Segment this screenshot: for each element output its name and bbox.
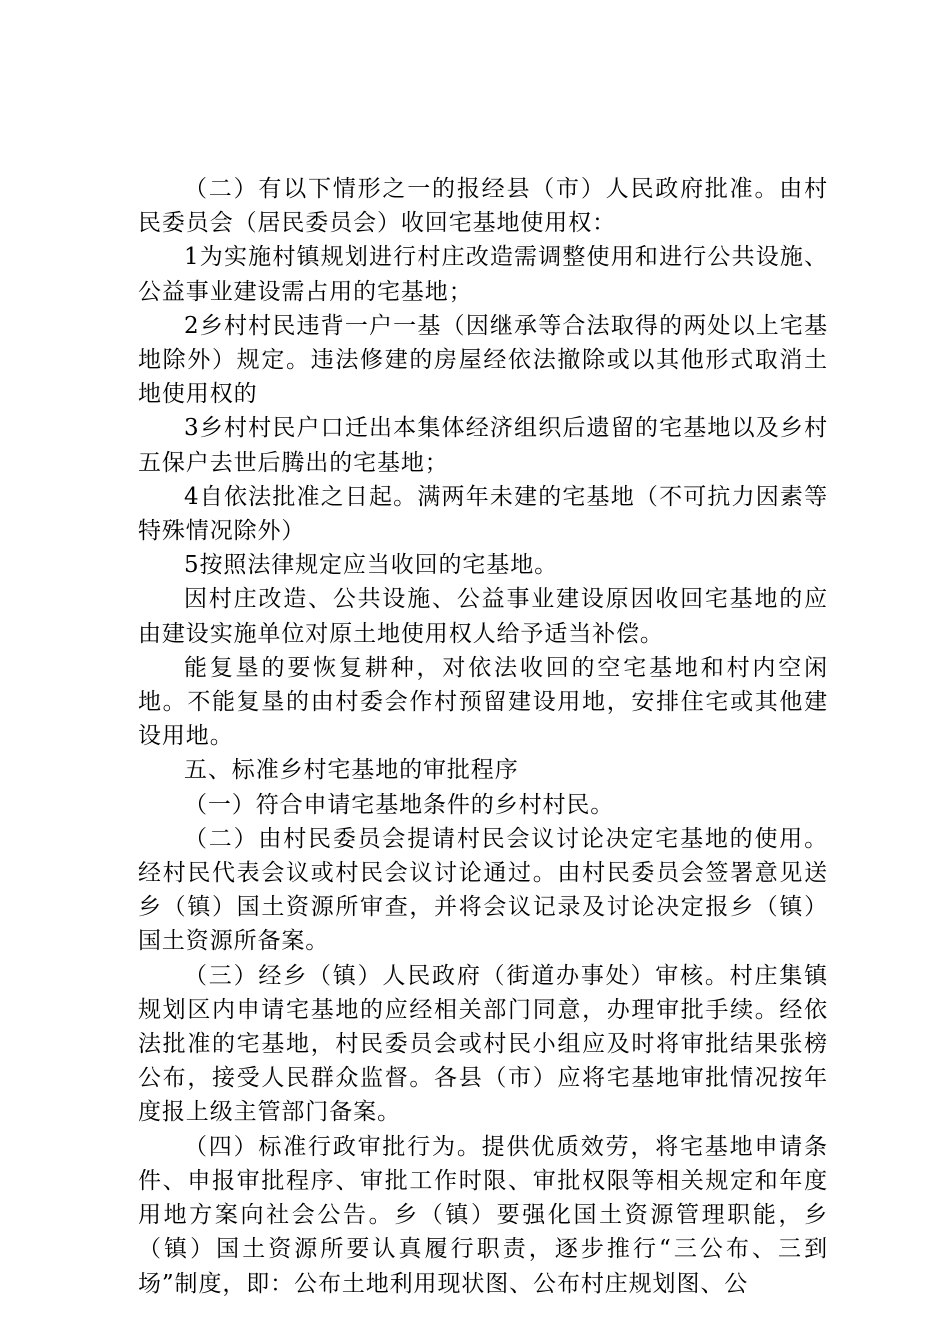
- paragraph-compensation: 因村庄改造、公共设施、公益事业建设原因收回宅基地的应由建设实施单位对原土地使用权人给予适当补偿。: [138, 586, 828, 647]
- paragraph-item-5: 5按照法律规定应当收回的宅基地。: [184, 552, 559, 579]
- paragraph-item-2: 2乡村村民违背一户一基（因继承等合法取得的两处以上宅基地除外）规定。违法修建的房屋经依法撤除或以其他形式取消土地使用权的: [138, 312, 828, 408]
- paragraph-step-1: （一）符合申请宅基地条件的乡村村民。: [184, 791, 615, 818]
- paragraph-item-1: 1为实施村镇规划进行村庄改造需调整使用和进行公共设施、公益事业建设需占用的宅基地；: [138, 244, 828, 305]
- section-heading-approval-procedure: 五、标准乡村宅基地的审批程序: [184, 757, 519, 784]
- paragraph-revocation-conditions: （二）有以下情形之一的报经县（市）人民政府批准。由村民委员会（居民委员会）收回宅基地使用权：: [138, 176, 828, 237]
- paragraph-item-4: 4自依法批准之日起。满两年未建的宅基地（不可抗力因素等特殊情况除外）: [138, 483, 828, 545]
- document-page: [138, 172, 828, 1301]
- paragraph-step-3: （三）经乡（镇）人民政府（街道办事处）审核。村庄集镇规划区内申请宅基地的应经相关部门同意，办理审批手续。经依法批准的宅基地，村民委员会或村民小组应及时将审批结果张榜公布，接受人民群众监督。各县（市）应将宅基地审批情况按年度报上级主管部门备案。: [138, 962, 828, 1126]
- paragraph-step-4: （四）标准行政审批行为。提供优质效劳，将宅基地申请条件、申报审批程序、审批工作时限、审批权限等相关规定和年度用地方案向社会公告。乡（镇）要强化国土资源管理职能，乡（镇）国土资源所要认真履行职责，逐步推行“三公布、三到场”制度，即：公布土地利用现状图、公布村庄规划图、公: [138, 1133, 828, 1297]
- paragraph-reclamation: 能复垦的要恢复耕种，对依法收回的空宅基地和村内空闲地。不能复垦的由村委会作村预留建设用地，安排住宅或其他建设用地。: [138, 654, 828, 750]
- paragraph-step-2: （二）由村民委员会提请村民会议讨论决定宅基地的使用。经村民代表会议或村民会议讨论通过。由村民委员会签署意见送乡（镇）国土资源所审查，并将会议记录及讨论决定报乡（镇）国土资源所备案。: [138, 825, 828, 955]
- paragraph-item-3: 3乡村村民户口迁出本集体经济组织后遗留的宅基地以及乡村五保户去世后腾出的宅基地；: [138, 415, 828, 476]
